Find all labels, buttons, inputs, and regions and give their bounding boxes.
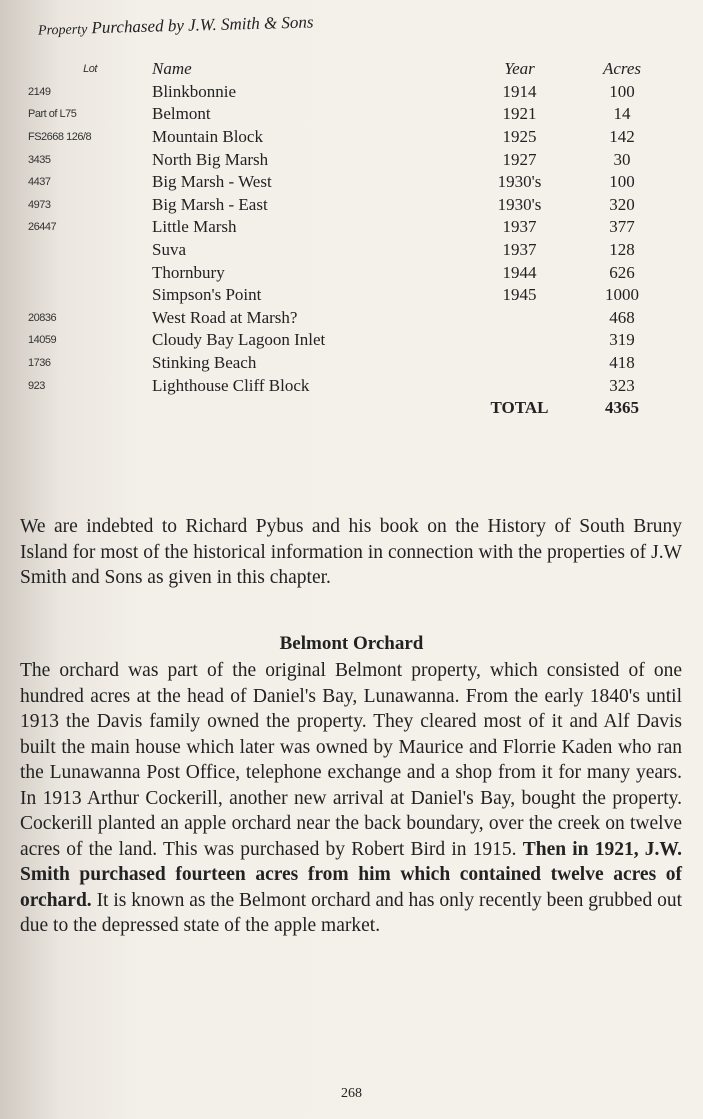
acres-cell: 30	[613, 149, 631, 169]
acres-cell: 142	[609, 127, 635, 147]
acres-cell: 100	[609, 81, 635, 101]
acres-cell: 468	[609, 307, 635, 327]
name-cell: North Big Marsh	[152, 149, 269, 169]
lot-cell: 923	[28, 379, 45, 392]
header-acres: Acres	[602, 59, 642, 79]
name-cell: Lighthouse Cliff Block	[152, 375, 310, 395]
year-cell: 1927	[502, 149, 537, 169]
header-name: Name	[152, 59, 192, 79]
table-row	[28, 352, 677, 375]
section-heading: Belmont Orchard	[279, 633, 424, 654]
body-part1: The orchard was part of the original Belmont property, which consisted of one hundred acres at the head of Daniel's Bay, Lunawanna. From the early 1840's until 1913 the Davis family owned the property. They cleared most of it and Alf Davis built the main house which later was owned by Maurice and Florrie Kaden who ran the Lunawanna Post Office, telephone exchange and a shop from it for many years. In 1913 Arthur Cockerill, another new arrival at Daniel's Bay, bought the property. Cockerill planted an apple orchard near the back boundary, over the creek on twelve acres of the land. This was purchased by Robert Bird in 1915.	[20, 660, 682, 860]
acres-cell: 128	[609, 240, 635, 260]
name-cell: Big Marsh - West	[152, 172, 272, 192]
lot-cell	[28, 239, 152, 262]
name-cell: West Road at Marsh?	[152, 307, 298, 327]
page-number: 268	[341, 1086, 362, 1101]
section-paragraph	[20, 658, 682, 939]
name-cell: Suva	[152, 240, 186, 260]
table-row	[28, 216, 677, 239]
name-cell: Stinking Beach	[152, 353, 257, 373]
table-header-row	[28, 58, 677, 81]
name-cell: Mountain Block	[152, 127, 263, 147]
acres-cell: 418	[609, 353, 635, 373]
acres-cell: 323	[609, 375, 635, 395]
title-main: Purchased by J.W. Smith & Sons	[91, 12, 314, 38]
table-row	[28, 284, 677, 307]
year-cell	[472, 307, 567, 330]
table-body	[28, 81, 677, 397]
acres-cell: 377	[609, 217, 635, 237]
lot-cell	[28, 284, 152, 307]
header-lot: Lot	[83, 63, 97, 76]
table-row	[28, 126, 677, 149]
year-cell: 1930's	[497, 172, 542, 192]
table-row	[28, 239, 677, 262]
acres-cell: 320	[609, 194, 635, 214]
name-cell: Blinkbonnie	[152, 81, 237, 101]
header-year: Year	[504, 59, 535, 79]
table-row	[28, 374, 677, 397]
lot-cell: 3435	[28, 153, 51, 166]
year-cell: 1945	[502, 285, 537, 305]
name-cell: Big Marsh - East	[152, 194, 268, 214]
year-cell	[472, 352, 567, 375]
year-cell: 1914	[502, 81, 537, 101]
year-cell: 1921	[502, 104, 537, 124]
body-bold: Then in 1921, J.W. Smith purchased fourteen acres from him which contained twelve acres of orchard.	[20, 838, 682, 911]
lot-cell: Part of L75	[28, 108, 77, 121]
acres-cell: 14	[613, 104, 631, 124]
table-row	[28, 148, 677, 171]
table-row	[28, 171, 677, 194]
table-row	[28, 194, 677, 217]
acres-cell: 626	[609, 262, 635, 282]
table-row	[28, 261, 677, 284]
property-table	[28, 58, 677, 420]
lot-cell: 14059	[28, 334, 57, 347]
name-cell: Cloudy Bay Lagoon Inlet	[152, 330, 326, 350]
table-row	[28, 329, 677, 352]
name-cell: Little Marsh	[152, 217, 237, 237]
acres-cell: 1000	[605, 285, 639, 305]
lot-cell: 2149	[28, 85, 51, 98]
year-cell	[472, 329, 567, 352]
year-cell: 1944	[502, 262, 537, 282]
lot-cell: 1736	[28, 357, 51, 370]
intro-paragraph: We are indebted to Richard Pybus and his book on the History of South Bruny Island for most of the historical information in connection with the properties of J.W Smith and Sons as given in this chapter.	[20, 516, 682, 588]
table-row	[28, 81, 677, 104]
acres-cell: 100	[609, 172, 635, 192]
name-cell: Simpson's Point	[152, 285, 262, 305]
lot-cell: 4437	[28, 176, 51, 189]
lot-cell: 4973	[28, 198, 51, 211]
year-cell: 1930's	[497, 194, 542, 214]
page-title	[38, 12, 314, 39]
title-small: Property	[37, 22, 88, 39]
total-label: TOTAL	[490, 398, 549, 418]
year-cell	[472, 374, 567, 397]
total-row	[28, 397, 677, 420]
body-part2: It is known as the Belmont orchard and has only recently been grubbed out due to the depressed state of the apple market.	[20, 889, 682, 936]
name-cell: Thornbury	[152, 262, 225, 282]
year-cell: 1925	[502, 127, 537, 147]
acres-cell: 319	[609, 330, 635, 350]
lot-cell: 20836	[28, 311, 57, 324]
total-value: 4365	[605, 398, 639, 418]
lot-cell: FS2668 126/8	[28, 131, 92, 144]
lot-cell	[28, 261, 152, 284]
table-row	[28, 307, 677, 330]
table-row	[28, 103, 677, 126]
lot-cell: 26447	[28, 221, 57, 234]
name-cell: Belmont	[152, 104, 211, 124]
year-cell: 1937	[502, 217, 537, 237]
year-cell: 1937	[502, 240, 537, 260]
